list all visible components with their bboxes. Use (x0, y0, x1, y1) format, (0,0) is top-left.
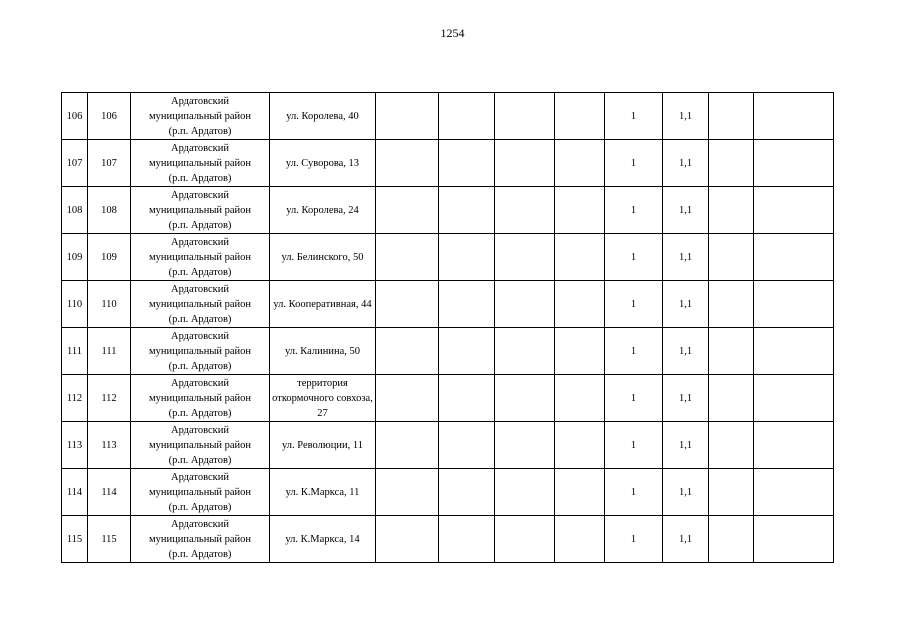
address-cell: ул. Революции, 11 (270, 422, 376, 469)
object-number-cell: 115 (88, 516, 131, 563)
object-number-cell: 106 (88, 93, 131, 140)
address-cell: ул. Калинина, 50 (270, 328, 376, 375)
quantity-cell: 1 (605, 93, 663, 140)
district-text-line: (р.п. Ардатов) (168, 313, 232, 325)
quantity-cell: 1 (605, 422, 663, 469)
object-number-cell: 113 (88, 422, 131, 469)
empty-cell (495, 469, 555, 516)
address-cell: ул. К.Маркса, 14 (270, 516, 376, 563)
empty-cell (376, 516, 439, 563)
district-text-line: (р.п. Ардатов) (168, 266, 232, 278)
quantity-cell: 1 (605, 140, 663, 187)
district-text-line: (р.п. Ардатов) (168, 125, 232, 137)
page-number: 1254 (440, 26, 465, 40)
row-number-cell: 107 (62, 140, 88, 187)
empty-cell (376, 328, 439, 375)
empty-cell (754, 469, 834, 516)
empty-cell (495, 328, 555, 375)
empty-cell (439, 281, 495, 328)
empty-cell (376, 375, 439, 422)
table-body (62, 93, 834, 563)
empty-cell (754, 422, 834, 469)
object-number-cell: 109 (88, 234, 131, 281)
empty-cell (495, 93, 555, 140)
district-cell (131, 140, 270, 187)
object-number-cell: 108 (88, 187, 131, 234)
district-text-line: муниципальный район (148, 439, 252, 451)
object-number-cell: 110 (88, 281, 131, 328)
empty-cell (495, 187, 555, 234)
empty-cell (555, 375, 605, 422)
quantity-cell: 1 (605, 281, 663, 328)
empty-cell (709, 516, 754, 563)
table-row (62, 375, 834, 422)
value-cell: 1,1 (663, 140, 709, 187)
table-row (62, 281, 834, 328)
empty-cell (709, 234, 754, 281)
district-text-line: Ардатовский (170, 236, 230, 248)
empty-cell (439, 375, 495, 422)
table-row (62, 328, 834, 375)
value-cell: 1,1 (663, 422, 709, 469)
district-text-line: (р.п. Ардатов) (168, 219, 232, 231)
table-row (62, 234, 834, 281)
district-text-line: (р.п. Ардатов) (168, 407, 232, 419)
empty-cell (555, 516, 605, 563)
empty-cell (439, 422, 495, 469)
quantity-cell: 1 (605, 516, 663, 563)
empty-cell (439, 516, 495, 563)
table-row (62, 187, 834, 234)
district-text-line: муниципальный район (148, 157, 252, 169)
district-cell (131, 93, 270, 140)
table-row (62, 469, 834, 516)
district-cell (131, 234, 270, 281)
district-text-line: Ардатовский (170, 471, 230, 483)
empty-cell (709, 93, 754, 140)
value-cell: 1,1 (663, 281, 709, 328)
empty-cell (555, 187, 605, 234)
address-cell: ул. Кооперативная, 44 (270, 281, 376, 328)
row-number-cell: 112 (62, 375, 88, 422)
district-cell (131, 281, 270, 328)
value-cell: 1,1 (663, 516, 709, 563)
empty-cell (754, 187, 834, 234)
district-text-line: муниципальный район (148, 486, 252, 498)
empty-cell (376, 422, 439, 469)
address-cell: ул. Суворова, 13 (270, 140, 376, 187)
value-cell: 1,1 (663, 234, 709, 281)
empty-cell (709, 422, 754, 469)
empty-cell (495, 516, 555, 563)
district-text-line: (р.п. Ардатов) (168, 501, 232, 513)
row-number-cell: 115 (62, 516, 88, 563)
empty-cell (376, 281, 439, 328)
object-number-cell: 107 (88, 140, 131, 187)
object-number-cell: 112 (88, 375, 131, 422)
empty-cell (439, 469, 495, 516)
empty-cell (709, 187, 754, 234)
empty-cell (754, 281, 834, 328)
address-cell: ул. Белинского, 50 (270, 234, 376, 281)
empty-cell (754, 93, 834, 140)
value-cell: 1,1 (663, 469, 709, 516)
district-cell (131, 469, 270, 516)
district-text-line: (р.п. Ардатов) (168, 454, 232, 466)
district-text-line: Ардатовский (170, 424, 230, 436)
empty-cell (376, 93, 439, 140)
empty-cell (439, 234, 495, 281)
district-text-line: (р.п. Ардатов) (168, 172, 232, 184)
district-text-line: муниципальный район (148, 204, 252, 216)
empty-cell (555, 234, 605, 281)
empty-cell (754, 234, 834, 281)
address-cell: ул. Королева, 40 (270, 93, 376, 140)
district-cell (131, 422, 270, 469)
row-number-cell: 109 (62, 234, 88, 281)
address-cell: ул. К.Маркса, 11 (270, 469, 376, 516)
empty-cell (754, 140, 834, 187)
district-cell (131, 375, 270, 422)
empty-cell (754, 516, 834, 563)
empty-cell (439, 140, 495, 187)
table-row (62, 140, 834, 187)
district-text-line: Ардатовский (170, 142, 230, 154)
empty-cell (495, 234, 555, 281)
empty-cell (709, 375, 754, 422)
value-cell: 1,1 (663, 328, 709, 375)
empty-cell (555, 93, 605, 140)
value-cell: 1,1 (663, 93, 709, 140)
empty-cell (376, 140, 439, 187)
registry-table (61, 92, 834, 563)
district-text-line: муниципальный район (148, 392, 252, 404)
row-number-cell: 114 (62, 469, 88, 516)
empty-cell (709, 469, 754, 516)
district-text-line: Ардатовский (170, 189, 230, 201)
empty-cell (555, 422, 605, 469)
quantity-cell: 1 (605, 187, 663, 234)
value-cell: 1,1 (663, 187, 709, 234)
empty-cell (439, 328, 495, 375)
district-cell (131, 328, 270, 375)
district-text-line: муниципальный район (148, 251, 252, 263)
empty-cell (495, 422, 555, 469)
empty-cell (754, 328, 834, 375)
district-cell (131, 187, 270, 234)
row-number-cell: 111 (62, 328, 88, 375)
empty-cell (376, 187, 439, 234)
row-number-cell: 106 (62, 93, 88, 140)
value-cell: 1,1 (663, 375, 709, 422)
empty-cell (376, 469, 439, 516)
empty-cell (709, 328, 754, 375)
empty-cell (495, 375, 555, 422)
table-row (62, 516, 834, 563)
district-text-line: Ардатовский (170, 330, 230, 342)
row-number-cell: 108 (62, 187, 88, 234)
empty-cell (754, 375, 834, 422)
empty-cell (555, 281, 605, 328)
district-text-line: муниципальный район (148, 533, 252, 545)
district-text-line: муниципальный район (148, 298, 252, 310)
quantity-cell: 1 (605, 234, 663, 281)
row-number-cell: 110 (62, 281, 88, 328)
empty-cell (439, 93, 495, 140)
empty-cell (555, 469, 605, 516)
empty-cell (709, 140, 754, 187)
address-cell: территория откормочного совхоза, 27 (270, 375, 376, 422)
district-cell (131, 516, 270, 563)
district-text-line: муниципальный район (148, 345, 252, 357)
quantity-cell: 1 (605, 469, 663, 516)
empty-cell (555, 140, 605, 187)
district-text-line: муниципальный район (148, 110, 252, 122)
quantity-cell: 1 (605, 375, 663, 422)
object-number-cell: 114 (88, 469, 131, 516)
table-row (62, 422, 834, 469)
district-text-line: (р.п. Ардатов) (168, 548, 232, 560)
district-text-line: (р.п. Ардатов) (168, 360, 232, 372)
empty-cell (376, 234, 439, 281)
table-row (62, 93, 834, 140)
row-number-cell: 113 (62, 422, 88, 469)
address-cell: ул. Королева, 24 (270, 187, 376, 234)
empty-cell (495, 281, 555, 328)
district-text-line: Ардатовский (170, 377, 230, 389)
district-text-line: Ардатовский (170, 518, 230, 530)
empty-cell (495, 140, 555, 187)
empty-cell (555, 328, 605, 375)
district-text-line: Ардатовский (170, 283, 230, 295)
quantity-cell: 1 (605, 328, 663, 375)
empty-cell (439, 187, 495, 234)
district-text-line: Ардатовский (170, 95, 230, 107)
empty-cell (709, 281, 754, 328)
object-number-cell: 111 (88, 328, 131, 375)
